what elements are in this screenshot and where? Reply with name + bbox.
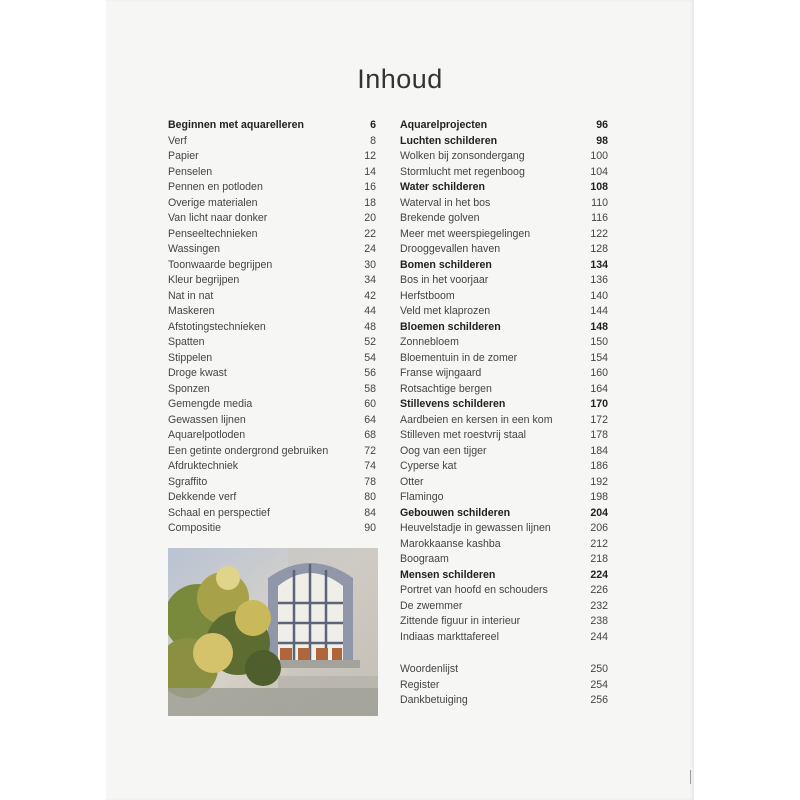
toc-entry-page: 254 — [590, 678, 608, 691]
toc-entry-page: 56 — [364, 367, 376, 379]
toc-entry-page: 172 — [590, 413, 608, 426]
toc-right-entry — [400, 242, 608, 258]
toc-entry-title: Herfstboom — [400, 289, 455, 302]
toc-entry-page: 192 — [590, 475, 608, 488]
toc-entry-title: Marokkaanse kashba — [400, 537, 501, 550]
toc-entry-title: Papier — [168, 150, 199, 162]
toc-entry-page: 244 — [590, 630, 608, 643]
toc-entry-page: 60 — [364, 398, 376, 410]
toc-entry-page: 122 — [590, 227, 608, 240]
toc-entry-title: Boograam — [400, 553, 449, 565]
toc-entry-page: 22 — [364, 227, 376, 240]
toc-entry-page: 20 — [364, 212, 376, 224]
toc-right-entry — [400, 459, 608, 475]
toc-entry-title: Sponzen — [168, 382, 210, 395]
toc-entry-title: Afstotingstechnieken — [168, 320, 266, 333]
toc-entry-title: Portret van hoofd en schouders — [400, 584, 548, 596]
toc-entry-title: Luchten schilderen — [400, 134, 498, 147]
toc-left-entry — [168, 413, 376, 429]
toc-right-entry — [400, 273, 608, 289]
toc-entry-title: Veld met klaprozen — [400, 305, 491, 317]
toc-entry-page: 128 — [590, 243, 608, 255]
toc-left-entry — [168, 490, 376, 506]
toc-entry-page: 140 — [590, 289, 608, 302]
toc-entry-title: Schaal en perspectief — [168, 506, 270, 519]
toc-right-entry — [400, 180, 608, 196]
toc-left-entry — [168, 444, 376, 460]
toc-entry-page: 96 — [596, 119, 608, 131]
toc-entry-title: Rotsachtige bergen — [400, 382, 492, 395]
toc-entry-title: Heuvelstadje in gewassen lijnen — [400, 522, 551, 534]
toc-left-entry — [168, 351, 376, 367]
toc-entry-page: 68 — [364, 429, 376, 441]
toc-back-entry — [400, 693, 608, 709]
toc-right-entry — [400, 335, 608, 351]
toc-right-entry — [400, 583, 608, 599]
toc-entry-title: Een getinte ondergrond gebruiken — [168, 444, 329, 457]
toc-entry-page: 42 — [364, 289, 376, 302]
toc-entry-page: 256 — [590, 694, 608, 706]
toc-right-entry — [400, 599, 608, 615]
toc-entry-page: 154 — [590, 351, 608, 364]
toc-gap — [400, 645, 608, 662]
toc-left-entry — [168, 118, 376, 134]
toc-right-entry — [400, 149, 608, 165]
toc-right-entry — [400, 382, 608, 398]
toc-entry-title: Spatten — [168, 336, 205, 348]
toc-entry-page: 34 — [364, 274, 376, 286]
toc-right-entry — [400, 397, 608, 413]
toc-right-entry — [400, 537, 608, 553]
toc-right-entry — [400, 490, 608, 506]
toc-entry-title: Brekende golven — [400, 212, 480, 224]
toc-entry-title: Gemengde media — [168, 398, 253, 410]
toc-entry-page: 198 — [590, 491, 608, 503]
toc-entry-title: Indiaas markttafereel — [400, 630, 499, 643]
toc-right-entry — [400, 428, 608, 444]
toc-entry-page: 238 — [590, 615, 608, 627]
toc-entry-title: Zonnebloem — [400, 336, 459, 348]
toc-left-entry — [168, 289, 376, 305]
book-page — [106, 0, 694, 800]
watercolor-window-illustration — [168, 548, 378, 716]
toc-entry-title: De zwemmer — [400, 599, 463, 612]
toc-entry-page: 160 — [590, 367, 608, 379]
toc-right-entry — [400, 118, 608, 134]
toc-entry-page: 8 — [370, 134, 376, 147]
toc-entry-title: Aquarelpotloden — [168, 429, 246, 441]
toc-entry-page: 250 — [590, 663, 608, 675]
toc-entry-page: 204 — [590, 506, 608, 519]
toc-entry-page: 74 — [364, 460, 376, 472]
toc-entry-title: Waterval in het bos — [400, 196, 491, 209]
toc-entry-title: Wassingen — [168, 243, 221, 255]
toc-entry-page: 226 — [590, 584, 608, 596]
toc-right-entry — [400, 552, 608, 568]
toc-entry-page: 90 — [364, 522, 376, 534]
toc-entry-title: Afdruktechniek — [168, 460, 239, 472]
toc-entry-title: Bos in het voorjaar — [400, 274, 489, 286]
toc-entry-page: 218 — [590, 553, 608, 565]
toc-right-entry — [400, 165, 608, 181]
toc-right-entry — [400, 366, 608, 382]
toc-entry-page: 148 — [590, 320, 608, 333]
toc-entry-page: 134 — [590, 258, 608, 271]
toc-entry-title: Penseeltechnieken — [168, 227, 258, 240]
toc-entry-title: Beginnen met aquarelleren — [168, 119, 304, 131]
toc-entry-title: Zittende figuur in interieur — [400, 615, 521, 627]
toc-entry-page: 150 — [590, 336, 608, 348]
toc-entry-page: 44 — [364, 305, 376, 317]
toc-left-entry — [168, 180, 376, 196]
toc-back-matter — [400, 662, 608, 709]
toc-entry-title: Maskeren — [168, 305, 215, 317]
toc-left-entry — [168, 304, 376, 320]
toc-left-entry — [168, 521, 376, 537]
toc-entry-title: Stilleven met roestvrij staal — [400, 429, 526, 441]
toc-entry-title: Gewassen lijnen — [168, 413, 246, 426]
toc-left-column — [168, 118, 376, 537]
toc-entry-title: Penselen — [168, 165, 213, 178]
toc-left-entry — [168, 397, 376, 413]
toc-entry-title: Woordenlijst — [400, 663, 459, 675]
toc-right-entry — [400, 475, 608, 491]
toc-left-entry — [168, 149, 376, 165]
toc-entry-title: Stillevens schilderen — [400, 398, 506, 410]
toc-left-entry — [168, 459, 376, 475]
toc-entry-page: 206 — [590, 522, 608, 534]
toc-left-entry — [168, 428, 376, 444]
toc-right-entry — [400, 211, 608, 227]
toc-entry-page: 144 — [590, 305, 608, 317]
toc-entry-page: 58 — [364, 382, 376, 395]
toc-entry-page: 212 — [590, 537, 608, 550]
toc-right-entry — [400, 134, 608, 150]
toc-right-entry — [400, 630, 608, 646]
toc-left-entry — [168, 506, 376, 522]
toc-left-entry — [168, 475, 376, 491]
toc-left-entry — [168, 335, 376, 351]
toc-entry-page: 24 — [364, 243, 376, 255]
toc-entry-page: 110 — [591, 196, 608, 209]
toc-entry-title: Bomen schilderen — [400, 258, 492, 271]
toc-entry-title: Flamingo — [400, 491, 444, 503]
toc-entry-title: Kleur begrijpen — [168, 274, 240, 286]
toc-right-list — [400, 118, 608, 645]
toc-entry-title: Meer met weerspiegelingen — [400, 227, 531, 240]
toc-entry-page: 16 — [364, 181, 376, 193]
toc-left-entry — [168, 382, 376, 398]
toc-left-entry — [168, 320, 376, 336]
toc-entry-title: Dekkende verf — [168, 491, 237, 503]
toc-right-entry — [400, 320, 608, 336]
toc-entry-title: Van licht naar donker — [168, 212, 268, 224]
toc-entry-title: Bloemen schilderen — [400, 320, 501, 333]
toc-entry-title: Wolken bij zonsondergang — [400, 150, 525, 162]
toc-entry-title: Mensen schilderen — [400, 568, 496, 581]
toc-right-entry — [400, 568, 608, 584]
toc-entry-page: 52 — [364, 336, 376, 348]
page-title: Inhoud — [357, 64, 443, 94]
toc-entry-title: Compositie — [168, 522, 221, 534]
toc-right-column — [400, 118, 608, 709]
toc-right-entry — [400, 506, 608, 522]
toc-entry-page: 14 — [364, 165, 376, 178]
toc-entry-title: Otter — [400, 475, 424, 488]
toc-right-entry — [400, 521, 608, 537]
toc-right-entry — [400, 196, 608, 212]
toc-entry-page: 186 — [590, 460, 608, 472]
toc-entry-page: 100 — [590, 150, 608, 162]
toc-entry-title: Nat in nat — [168, 289, 214, 302]
toc-entry-title: Droge kwast — [168, 367, 227, 379]
toc-entry-page: 64 — [364, 413, 376, 426]
toc-entry-page: 48 — [364, 320, 376, 333]
toc-left-entry — [168, 134, 376, 150]
toc-entry-page: 78 — [364, 475, 376, 488]
toc-entry-page: 80 — [364, 491, 376, 503]
toc-entry-page: 232 — [590, 599, 608, 612]
toc-entry-title: Gebouwen schilderen — [400, 506, 511, 519]
toc-entry-title: Stippelen — [168, 351, 213, 364]
toc-entry-title: Bloementuin in de zomer — [400, 351, 518, 364]
toc-left-entry — [168, 242, 376, 258]
toc-entry-page: 224 — [590, 568, 608, 581]
toc-entry-page: 170 — [590, 398, 608, 410]
toc-entry-page: 164 — [590, 382, 608, 395]
toc-left-entry — [168, 366, 376, 382]
toc-right-entry — [400, 351, 608, 367]
toc-entry-title: Cyperse kat — [400, 460, 457, 472]
toc-entry-page: 116 — [591, 212, 608, 224]
toc-entry-title: Aquarelprojecten — [400, 119, 488, 131]
toc-entry-title: Stormlucht met regenboog — [400, 165, 525, 178]
toc-entry-page: 84 — [364, 506, 376, 519]
toc-right-entry — [400, 289, 608, 305]
toc-entry-page: 98 — [596, 134, 608, 147]
toc-entry-title: Oog van een tijger — [400, 444, 487, 457]
toc-right-entry — [400, 227, 608, 243]
toc-entry-page: 12 — [364, 150, 376, 162]
toc-right-entry — [400, 304, 608, 320]
toc-entry-page: 136 — [590, 274, 608, 286]
toc-entry-page: 178 — [590, 429, 608, 441]
toc-right-entry — [400, 258, 608, 274]
toc-entry-title: Verf — [168, 134, 187, 147]
toc-left-entry — [168, 196, 376, 212]
toc-entry-page: 30 — [364, 258, 376, 271]
toc-entry-title: Register — [400, 678, 440, 691]
toc-back-entry — [400, 662, 608, 678]
toc-entry-title: Water schilderen — [400, 181, 485, 193]
toc-entry-title: Sgraffito — [168, 475, 208, 488]
toc-entry-page: 72 — [364, 444, 376, 457]
toc-left-entry — [168, 258, 376, 274]
toc-left-entry — [168, 165, 376, 181]
toc-entry-page: 18 — [364, 196, 376, 209]
toc-entry-title: Aardbeien en kersen in een kom — [400, 413, 553, 426]
toc-right-entry — [400, 614, 608, 630]
toc-entry-page: 6 — [370, 119, 376, 131]
toc-entry-page: 54 — [364, 351, 376, 364]
toc-entry-page: 108 — [590, 181, 608, 193]
toc-right-entry — [400, 413, 608, 429]
toc-entry-title: Drooggevallen haven — [400, 243, 501, 255]
toc-entry-title: Dankbetuiging — [400, 694, 468, 706]
toc-back-entry — [400, 678, 608, 694]
toc-left-entry — [168, 273, 376, 289]
toc-entry-title: Pennen en potloden — [168, 181, 263, 193]
toc-entry-page: 104 — [590, 165, 608, 178]
toc-right-entry — [400, 444, 608, 460]
page-edge-mark — [690, 770, 691, 784]
toc-entry-page: 184 — [590, 444, 608, 457]
toc-left-entry — [168, 227, 376, 243]
toc-entry-title: Overige materialen — [168, 196, 258, 209]
toc-entry-title: Franse wijngaard — [400, 367, 482, 379]
toc-left-entry — [168, 211, 376, 227]
toc-entry-title: Toonwaarde begrijpen — [168, 258, 273, 271]
